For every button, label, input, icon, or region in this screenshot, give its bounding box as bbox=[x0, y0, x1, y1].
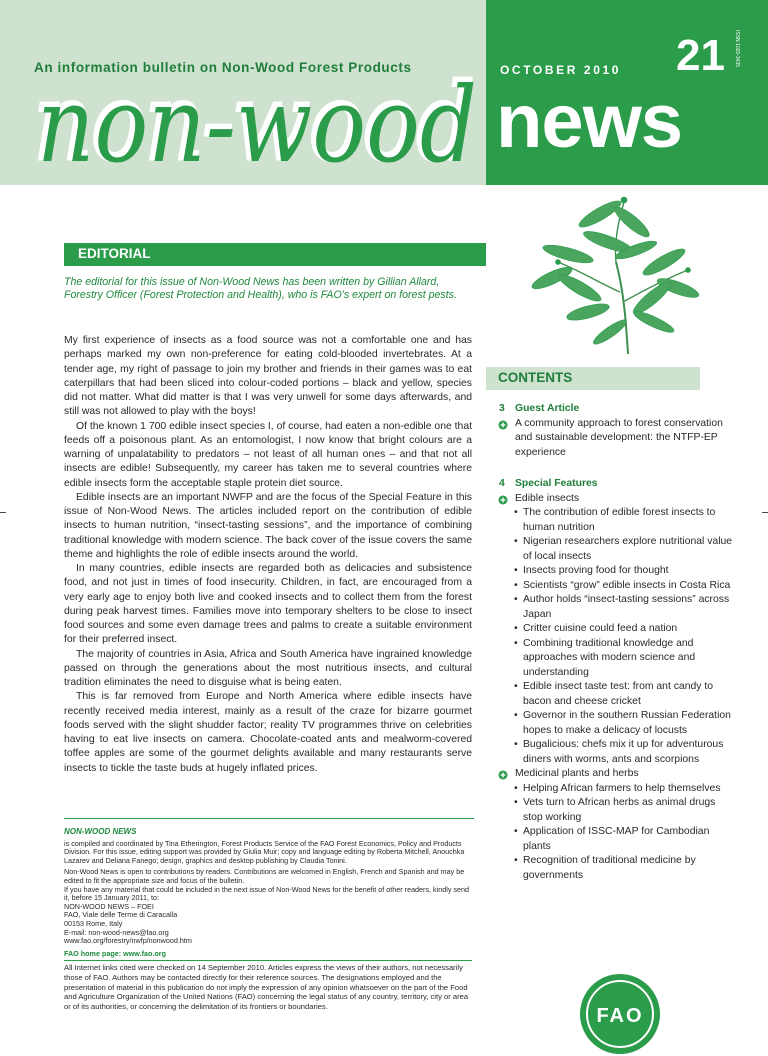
toc-bullet[interactable]: • Author holds “insect-tasting sessions” across Japan bbox=[514, 594, 730, 620]
masthead-script bbox=[32, 70, 492, 186]
toc-bullet-label: Bugalicious: chefs mix it up for adventurous diners with worms, ants and scorpions bbox=[523, 739, 724, 765]
editorial-paragraph: Of the known 1 700 edible insect species I, of course, had eaten a non-edible one that feeds off a poisonous plant. As an entomologist, I now know that bright colours are a warning of unpalatability to predators – not least of all human ones – and that not all insects are edible! Subsequently, my career has taken me to several countries where edible insects form the acceptable staple protein diet source. bbox=[64, 420, 472, 489]
toc-section[interactable] bbox=[496, 477, 736, 492]
plant-illustration bbox=[528, 192, 704, 358]
toc-item-label: Edible insects bbox=[515, 492, 580, 504]
colophon-rule bbox=[64, 818, 474, 819]
toc-bullet[interactable]: • The contribution of edible forest insects to human nutrition bbox=[514, 507, 716, 533]
plus-circle-icon bbox=[498, 770, 508, 780]
plus-circle-icon bbox=[498, 495, 508, 505]
toc-bullet-label: Recognition of traditional medicine by governments bbox=[523, 855, 696, 881]
toc-bullet-label: Scientists “grow” edible insects in Costa Rica bbox=[523, 579, 731, 591]
toc-bullet[interactable]: • Combining traditional knowledge and approaches with modern science and understanding bbox=[514, 637, 696, 678]
colophon-heading: NON-WOOD NEWS bbox=[64, 827, 137, 836]
toc-section-number: 3 bbox=[499, 403, 505, 414]
toc-bullet-label: The contribution of edible forest insects to human nutrition bbox=[523, 507, 716, 533]
issue-number: 21 bbox=[676, 31, 725, 80]
editorial-paragraph: This is far removed from Europe and North America where edible insects have recently received media interest, mainly as a result of the craze for bizarre gourmet foods served with the slight shudder factor; reality TV programmes thrive on celebrities having to eat live insects on camera. Chocolate-coated ants and mealworm-covered toffee apples are some of the gourmet delights available and many restaurants serve insects to tickle the taste buds at hugely inflated prices. bbox=[64, 691, 472, 774]
masthead-news: news bbox=[496, 79, 683, 164]
editorial-paragraph: My first experience of insects as a food source was not a comfortable one and has perhaps marked my own non-preference for eating cold-blooded invertebrates. At a tender age, my right of passage to join my brother and friends in their games was to eat caterpillars that had been sliced into colour-coded portions – black and yellow, species did not matter. What did matter is that I was very unwell for some days afterwards, and still was not allowed to play with the boys! bbox=[64, 335, 472, 418]
masthead-script-text: non-wood bbox=[34, 70, 474, 183]
toc-section-title: Special Features bbox=[515, 478, 598, 489]
plus-circle-icon bbox=[498, 420, 508, 430]
crop-mark bbox=[0, 512, 6, 513]
toc-bullet-label: Vets turn to African herbs as animal drugs stop working bbox=[523, 797, 716, 823]
toc-bullet[interactable]: • Critter cuisine could feed a nation bbox=[514, 623, 678, 634]
toc-bullet-label: Nigerian researchers explore nutritional value of local insects bbox=[523, 536, 733, 562]
toc-item-label: A community approach to forest conservation and sustainable development: the NTFP-EP experience bbox=[515, 417, 723, 458]
toc-bullet[interactable]: • Nigerian researchers explore nutritional value of local insects bbox=[514, 536, 733, 562]
crop-mark bbox=[762, 512, 768, 513]
address-line: 00153 Rome, Italy bbox=[64, 918, 123, 928]
address-line: FAO, Viale delle Terme di Caracalla bbox=[64, 910, 178, 920]
editorial-intro: The editorial for this issue of Non-Wood News has been written by Gillian Allard, Forestry Officer (Forest Protection and Health), who is FAO’s expert on forest pests. bbox=[64, 276, 457, 302]
address-url[interactable]: www.fao.org/forestry/nwfp/nonwood.htm bbox=[64, 936, 192, 946]
toc-bullet-label: Insects proving food for thought bbox=[523, 565, 669, 576]
toc-bullet-label: Critter cuisine could feed a nation bbox=[523, 623, 678, 634]
fao-logo-text: FAO bbox=[596, 1005, 644, 1027]
toc-bullet[interactable]: • Edible insect taste test: from ant candy to bacon and cheese cricket bbox=[514, 681, 714, 707]
editorial-header bbox=[64, 243, 486, 266]
toc-section[interactable] bbox=[496, 402, 736, 417]
toc-item-label: Medicinal plants and herbs bbox=[515, 768, 639, 779]
toc-item[interactable] bbox=[496, 417, 736, 461]
toc-bullet-label: Helping African farmers to help themselves bbox=[523, 782, 721, 794]
toc-bullet[interactable]: • Recognition of traditional medicine by governments bbox=[514, 855, 696, 881]
toc-bullet-label: Combining traditional knowledge and approaches with modern science and understanding bbox=[523, 637, 696, 678]
fao-home-link[interactable]: FAO home page: www.fao.org bbox=[64, 948, 166, 958]
toc-bullet[interactable]: • Helping African farmers to help themselves bbox=[514, 782, 721, 794]
address-email[interactable]: E-mail: non-wood-news@fao.org bbox=[64, 927, 169, 937]
toc-bullet-label: Governor in the southern Russian Federation hopes to make a delicacy of locusts bbox=[523, 710, 731, 736]
colophon-credits: is compiled and coordinated by Tina Etherington, Forest Products Service of the FAO Forest Economics, Policy and Products Division. For this issue, editing support was provided by Giulia Muir; copy and language editing by Roberta Mitchell, Anouchka Lazarev and Deliana Fanego; design, graphics and desktop publishing by Claudia Tonini. bbox=[64, 838, 465, 865]
toc-bullet[interactable]: • Application of ISSC-MAP for Cambodian plants bbox=[514, 826, 710, 852]
masthead-script-shadow: non-wood bbox=[37, 70, 477, 186]
toc-item[interactable] bbox=[496, 492, 736, 507]
toc-section-number: 4 bbox=[499, 478, 505, 489]
editorial-paragraph: Edible insects are an important NWFP and are the focus of the Special Feature in this issue of Non-Wood News. The articles included report on the contribution of edible insects to human nutrition, “insect-tasting sessions”, and the importance of combining traditional knowledge with modern science. The back cover of the issue covers the same theme and highlights the role of edible insects around the world. bbox=[64, 491, 472, 560]
colophon bbox=[64, 820, 472, 1024]
toc-bullet-label: Application of ISSC-MAP for Cambodian plants bbox=[523, 826, 710, 852]
toc-bullet-label: Edible insect taste test: from ant candy to bacon and cheese cricket bbox=[523, 681, 714, 707]
contents-heading: CONTENTS bbox=[498, 370, 573, 385]
toc-bullet[interactable]: • Insects proving food for thought bbox=[514, 565, 669, 576]
toc-bullet[interactable]: • Scientists “grow” edible insects in Costa Rica bbox=[514, 579, 731, 591]
tagline: An information bulletin on Non-Wood Forest Products bbox=[34, 60, 412, 75]
toc-bullet[interactable]: • Vets turn to African herbs as animal drugs stop working bbox=[514, 797, 716, 823]
editorial-heading: EDITORIAL bbox=[78, 246, 151, 261]
address-line: NON-WOOD NEWS – FOEI bbox=[64, 901, 154, 911]
toc-bullet[interactable]: • Governor in the southern Russian Federation hopes to make a delicacy of locusts bbox=[514, 710, 731, 736]
colophon-open-line: Non-Wood News is open to contributions by readers. Contributions are welcomed in English, French and Spanish and may be edited to fit the appropriate size and focus of the bulletin. bbox=[64, 867, 465, 885]
editorial-paragraph: The majority of countries in Asia, Africa and South America have ingrained knowledge passed on through the generations about the most nutritious insects, and cultural tradition eliminates the need to disguise what is being eaten. bbox=[64, 648, 472, 688]
toc-bullet[interactable]: • Bugalicious: chefs mix it up for adventurous diners with worms, ants and scorpions bbox=[514, 739, 724, 765]
editorial-body bbox=[64, 334, 472, 776]
colophon-info-line: If you have any material that could be included in the next issue of Non-Wood News for the benefit of other readers, kindly send it, before 15 January 2011, to: bbox=[64, 884, 469, 903]
issn: ISSN 1020-3435 bbox=[734, 30, 740, 67]
contents-list bbox=[496, 402, 736, 883]
toc-bullet-label: Author holds “insect-tasting sessions” across Japan bbox=[523, 594, 730, 620]
toc-item[interactable] bbox=[496, 767, 736, 782]
contents-header bbox=[486, 367, 700, 390]
toc-section-title: Guest Article bbox=[515, 403, 580, 414]
editorial-paragraph: In many countries, edible insects are regarded both as delicacies and subsistence food, and not just in times of food insecurity. Children, in fact, are encouraged from a very early age to enjoy both live and cooked insects and to collect them from the forest during peak harvest times. Families move into temporary shelters to be close to insect food sources and some even damage trees and palms to create a suitable environment for their preferred insect. bbox=[64, 563, 472, 646]
fao-logo bbox=[578, 972, 662, 1056]
issue-date: OCTOBER 2010 bbox=[500, 63, 622, 77]
disclaimer: All Internet links cited were checked on 14 September 2010. Articles express the views of their authors, not necessarily those of FAO. Authors may be contacted directly for their reference sources. The designations employed and the presentation of material in this publication do not imply the expression of any opinion whatsoever on the part of the Food and Agriculture Organization of the United Nations (FAO) concerning the legal status of any country, territory, city or area or of its authorities, or concerning the delimitation of its frontiers or boundaries. bbox=[64, 960, 472, 1011]
